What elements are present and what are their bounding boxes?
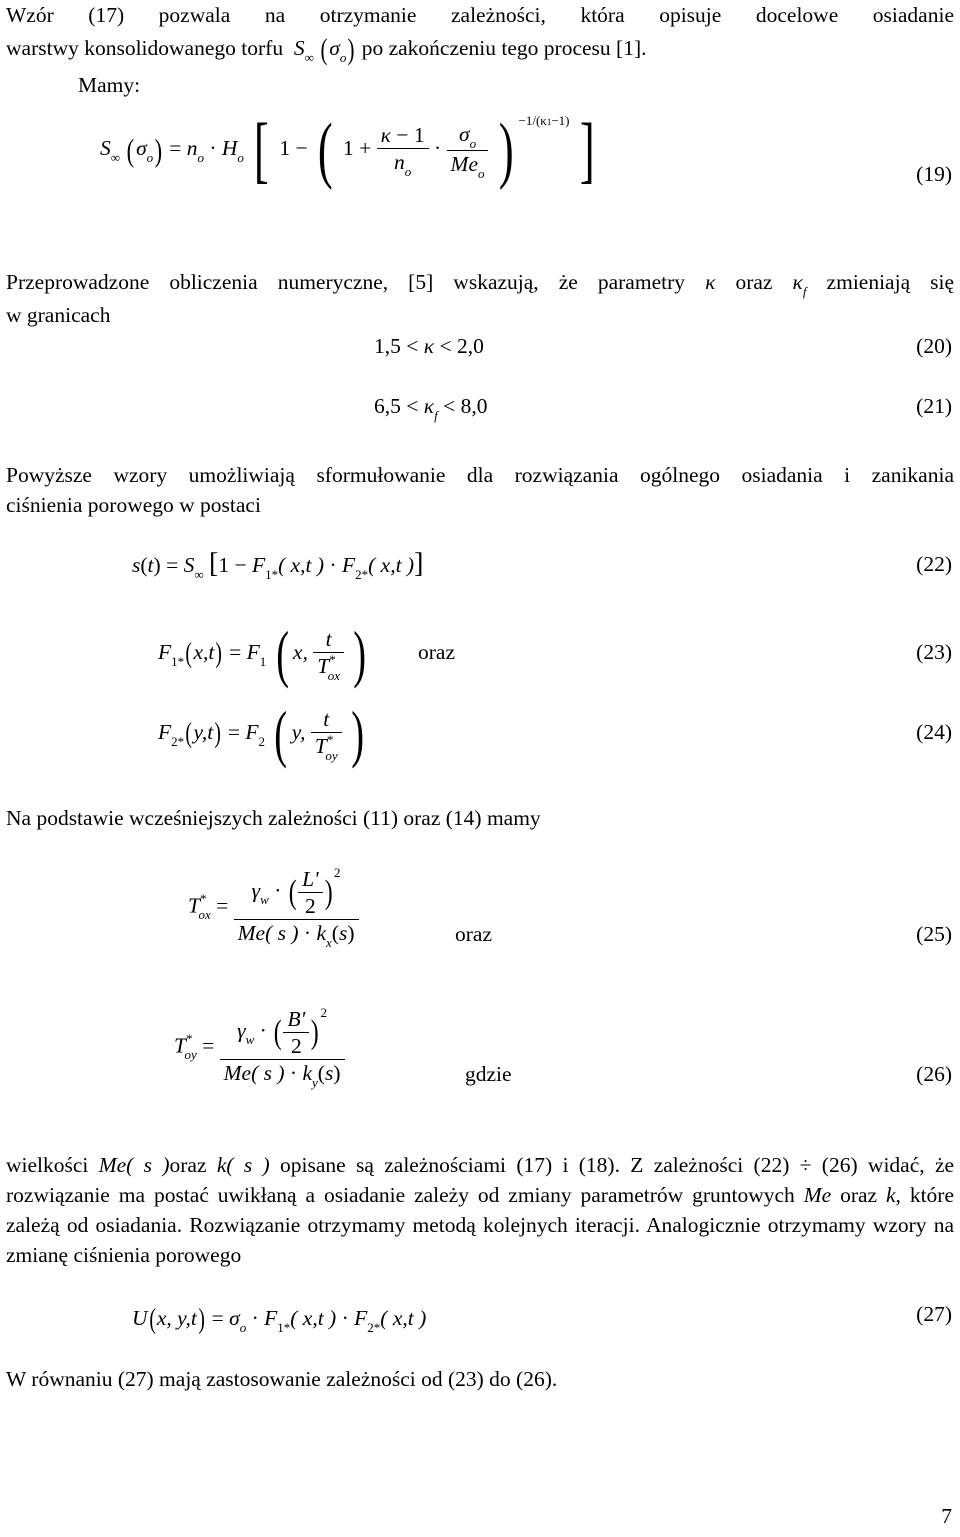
formula-s-inf: S: [293, 35, 305, 60]
equation-26: $T^*_{oy}$ = $\gamma_w$ · ( $\frac{B'}{2}$ )$^2$ Me( s ) · $k_y(s)$: [174, 1006, 345, 1089]
explanation-paragraph: wielkości Me( s )oraz k( s ) opisane są zależnościami (17) i (18). Z zależności (22) ÷ (26) widać, że rozwiązanie ma postać uwikłaną a osiadanie zależy od zmiany parametrów gruntowych Me oraz k, które zależą od osiadania. Rozwiązanie otrzymamy metodą kolejnych iteracji. Analogicznie otrzymamy wzory na zmianę ciśnienia porowego: [6, 1153, 955, 1267]
equation-26-gdzie: gdzie: [465, 1062, 512, 1086]
equation-20: 1,5 < κ < 2,0: [374, 334, 484, 358]
equation-25-number: (25): [916, 922, 952, 946]
equation-23-oraz: oraz: [418, 640, 455, 664]
intro-line-2: warstwy konsolidowanego torfu $S_\infty$ $(\sigma_o)$ po zakończeniu tego procesu [1].: [6, 33, 647, 66]
equation-20-number: (20): [916, 334, 952, 358]
parameters-paragraph: Przeprowadzone obliczenia numeryczne, [5] wskazują, że parametry κ oraz $\kappa_f$ zmieniają się w granicach: [6, 270, 955, 327]
closing-paragraph: W równaniu (27) mają zastosowanie zależności od (23) do (26).: [6, 1367, 558, 1391]
equation-26-number: (26): [916, 1062, 952, 1086]
equation-21: $6,5 < \kappa_f < 8,0$: [374, 394, 488, 423]
equation-19-number: (19): [916, 162, 952, 186]
equation-25-oraz: oraz: [455, 922, 492, 946]
equation-23: $F_{1*}(x,t) = F_1$ ( x, $\frac{t}{T^*_{ox}}$ ): [158, 618, 367, 689]
equation-24-number: (24): [916, 720, 952, 744]
intro-line-1: Wzór (17) pozwala na otrzymanie zależności, która opisuje docelowe osiadanie: [6, 3, 954, 27]
page-number: 7: [941, 1504, 952, 1528]
equation-19: $S_\infty$ $(\sigma_o) = n_o \cdot H_o$ [ 1 − ( 1 + $\frac{\kappa - 1}{n_o}$ · $\frac{\sigma_o}{Me_o}$ ) $^{-1/(\kappa 1-1)}$ ]: [100, 109, 595, 191]
equation-27: U(x, $y,t) = \sigma_o \cdot F_{1*}$( x,t ) · $F_{2*}$( x,t ): [132, 1304, 427, 1335]
equation-22-number: (22): [916, 552, 952, 576]
equation-27-number: (27): [916, 1302, 952, 1326]
equation-21-number: (21): [916, 394, 952, 418]
intro-line-3: Mamy:: [78, 73, 141, 97]
kappa-f-symbol: $\kappa_f$: [792, 270, 807, 299]
equation-25: $T^*_{ox}$ = $\gamma_w$ · ( $\frac{L'}{2}$ )$^2$ Me( s ) · $k_x(s)$: [188, 866, 359, 949]
intro-paragraph: [6, 0, 954, 100]
equation-24: $F_{2*}(y,t) = F_2$ ( y, $\frac{t}{T^*_{oy}}$ ): [158, 698, 365, 769]
equation-22: $s(t) = S_\infty$ [$1 - F_{1*}$( x,t ) · $F_{2*}$( x,t )]: [132, 548, 424, 582]
equation-23-number: (23): [916, 640, 952, 664]
kappa-symbol: κ: [705, 270, 716, 294]
dependencies-paragraph: Na podstawie wcześniejszych zależności (11) oraz (14) mamy: [6, 806, 541, 830]
general-solution-paragraph: Powyższe wzory umożliwiają sformułowanie dla rozwiązania ogólnego osiadania i zanikania ciśnienia porowego w postaci: [6, 463, 954, 517]
